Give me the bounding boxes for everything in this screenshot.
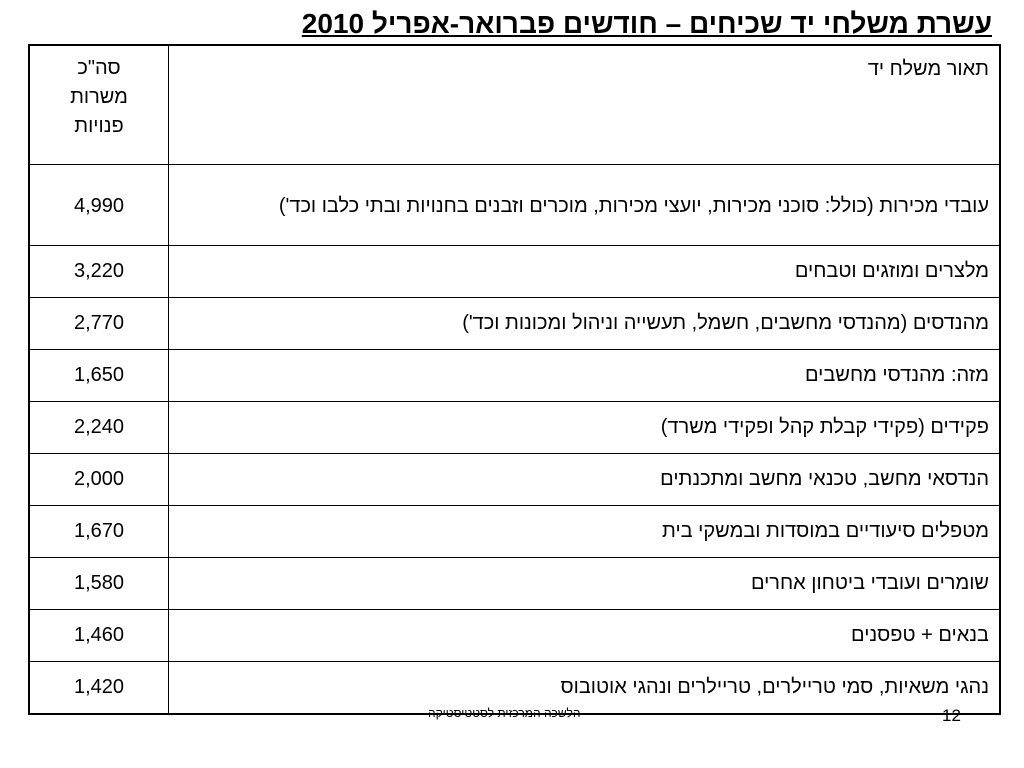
row-total: 2,240	[29, 402, 169, 454]
table-header-row	[29, 45, 1000, 165]
table-row	[29, 350, 1000, 402]
row-description: הנדסאי מחשב, טכנאי מחשב ומתכנתים	[169, 454, 1001, 506]
page-number: 12	[942, 706, 961, 725]
table-row	[29, 402, 1000, 454]
row-description: מהנדסים (מהנדסי מחשבים, חשמל, תעשייה וניהול ומכונות וכד')	[169, 298, 1001, 350]
row-total: 1,650	[29, 350, 169, 402]
row-total: 4,990	[29, 165, 169, 246]
table-row	[29, 454, 1000, 506]
row-total: 1,580	[29, 558, 169, 610]
row-description: פקידים (פקידי קבלת קהל ופקידי משרד)	[169, 402, 1001, 454]
row-total: 2,000	[29, 454, 169, 506]
row-description: מטפלים סיעודיים במוסדות ובמשקי בית	[169, 506, 1001, 558]
row-total: 1,420	[29, 662, 169, 715]
row-description: שומרים ועובדי ביטחון אחרים	[169, 558, 1001, 610]
row-total: 1,670	[29, 506, 169, 558]
header-total	[29, 45, 169, 165]
header-total-line: פנויות	[74, 115, 124, 137]
table-row	[29, 165, 1000, 246]
table-row	[29, 246, 1000, 298]
table-row	[29, 558, 1000, 610]
row-description: בנאים + טפסנים	[169, 610, 1001, 662]
table-row	[29, 506, 1000, 558]
row-description: מלצרים ומוזגים וטבחים	[169, 246, 1001, 298]
occupations-table	[28, 44, 1001, 715]
header-total-line: סה"כ	[77, 57, 121, 79]
row-description: מזה: מהנדסי מחשבים	[169, 350, 1001, 402]
table-row	[29, 610, 1000, 662]
header-total-line: משרות	[70, 86, 128, 108]
row-total: 1,460	[29, 610, 169, 662]
footer-source: הלשכה המרכזית לסטטיסטיקה	[428, 706, 581, 720]
row-description: עובדי מכירות (כולל: סוכני מכירות, יועצי מכירות, מוכרים וזבנים בחנויות ובתי כלבו וכד')	[169, 165, 1001, 246]
header-description: תאור משלח יד	[169, 45, 1001, 165]
slide-title: עשרת משלחי יד שכיחים – חודשים פברואר-אפריל 2010	[301, 8, 992, 39]
row-total: 3,220	[29, 246, 169, 298]
table-row	[29, 298, 1000, 350]
row-description: נהגי משאיות, סמי טריילרים, טריילרים ונהגי אוטובוס	[169, 662, 1001, 715]
row-total: 2,770	[29, 298, 169, 350]
